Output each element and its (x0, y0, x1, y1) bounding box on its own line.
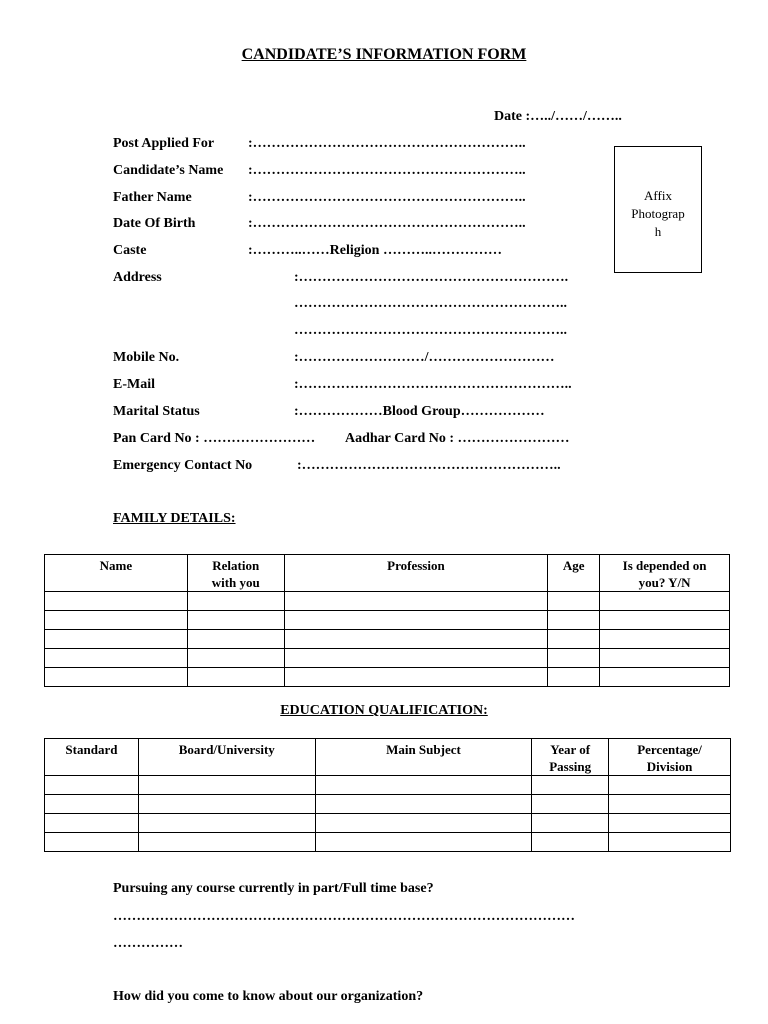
table-row (45, 611, 730, 630)
table-cell[interactable] (609, 833, 731, 852)
address-label: Address (113, 270, 162, 285)
table-cell[interactable] (45, 611, 188, 630)
table-cell[interactable] (315, 776, 532, 795)
post-field[interactable]: :………………………………………………….. (248, 136, 526, 151)
photo-box-line: h (654, 224, 662, 239)
table-cell[interactable] (532, 776, 609, 795)
table-cell[interactable] (315, 833, 532, 852)
table-row (45, 776, 731, 795)
table-cell[interactable] (600, 630, 730, 649)
post-label: Post Applied For (113, 136, 215, 151)
table-row (45, 592, 730, 611)
mobile-label: Mobile No. (113, 350, 180, 365)
education-heading: EDUCATION QUALIFICATION: (280, 703, 488, 718)
table-cell[interactable] (600, 668, 730, 687)
education-header-board: Board/University (138, 739, 315, 776)
table-cell[interactable] (187, 611, 284, 630)
table-cell[interactable] (138, 833, 315, 852)
table-row (45, 649, 730, 668)
course-answer-line2[interactable]: …………… (113, 936, 183, 951)
table-cell[interactable] (187, 630, 284, 649)
email-label: E-Mail (113, 377, 155, 392)
table-cell[interactable] (45, 592, 188, 611)
education-header-standard: Standard (45, 739, 139, 776)
education-table (44, 738, 731, 852)
address-field-line3[interactable]: ………………………………………………….. (294, 323, 567, 338)
family-header-profession: Profession (284, 555, 548, 592)
emergency-contact-field[interactable]: :……………………………………………….. (297, 458, 561, 473)
marital-status-label: Marital Status (113, 404, 200, 419)
table-cell[interactable] (315, 795, 532, 814)
table-cell[interactable] (45, 833, 139, 852)
dob-field[interactable]: :………………………………………………….. (248, 216, 526, 231)
caste-label: Caste (113, 243, 147, 258)
aadhar-card-field[interactable]: Aadhar Card No : …………………… (345, 431, 570, 446)
table-cell[interactable] (600, 649, 730, 668)
family-header-depended (600, 555, 730, 592)
table-cell[interactable] (284, 649, 548, 668)
table-cell[interactable] (548, 592, 600, 611)
table-cell[interactable] (609, 814, 731, 833)
table-cell[interactable] (138, 776, 315, 795)
table-cell[interactable] (187, 649, 284, 668)
table-cell[interactable] (532, 833, 609, 852)
table-cell[interactable] (138, 814, 315, 833)
table-row (45, 630, 730, 649)
table-row (45, 668, 730, 687)
course-answer-line1[interactable]: ……………………………………………………………………………………… (113, 909, 575, 924)
table-cell[interactable] (532, 814, 609, 833)
photo-box[interactable] (614, 146, 702, 273)
table-cell[interactable] (45, 668, 188, 687)
family-header-depended-text: Is depended on you? Y/N (622, 558, 707, 590)
address-field-line1[interactable]: :…………………………………………………. (294, 270, 569, 285)
table-cell[interactable] (548, 668, 600, 687)
family-header-relation (187, 555, 284, 592)
father-name-label: Father Name (113, 190, 192, 205)
education-header-year-text: Year of Passing (549, 742, 592, 774)
organization-question: How did you come to know about our organization? (113, 989, 424, 1004)
table-cell[interactable] (187, 668, 284, 687)
photo-box-line: Photograp (631, 206, 685, 221)
table-cell[interactable] (138, 795, 315, 814)
table-cell[interactable] (609, 795, 731, 814)
education-header-percentage (609, 739, 731, 776)
table-cell[interactable] (548, 630, 600, 649)
table-cell[interactable] (609, 776, 731, 795)
table-row (45, 814, 731, 833)
table-cell[interactable] (600, 592, 730, 611)
family-header-relation-text: Relation with you (211, 558, 260, 590)
marital-blood-field[interactable]: :………………Blood Group……………… (294, 404, 545, 419)
family-details-heading: FAMILY DETAILS: (113, 511, 236, 526)
emergency-contact-label: Emergency Contact No (113, 458, 253, 473)
education-header-subject: Main Subject (315, 739, 532, 776)
father-name-field[interactable]: :………………………………………………….. (248, 190, 526, 205)
table-cell[interactable] (284, 630, 548, 649)
form-title: CANDIDATE’S INFORMATION FORM (241, 46, 527, 63)
table-row (45, 833, 731, 852)
photo-box-line: Affix (644, 188, 672, 203)
table-cell[interactable] (45, 630, 188, 649)
family-header-age: Age (548, 555, 600, 592)
email-field[interactable]: :………………………………………………….. (294, 377, 572, 392)
family-details-table (44, 554, 730, 687)
address-field-line2[interactable]: ………………………………………………….. (294, 296, 567, 311)
table-row (45, 795, 731, 814)
table-cell[interactable] (45, 814, 139, 833)
candidate-name-label: Candidate’s Name (113, 163, 224, 178)
table-cell[interactable] (548, 611, 600, 630)
table-cell[interactable] (532, 795, 609, 814)
mobile-field[interactable]: :………………………/……………………… (294, 350, 555, 365)
dob-label: Date Of Birth (113, 216, 196, 231)
pan-card-field[interactable]: Pan Card No : …………………… (113, 431, 316, 446)
table-cell[interactable] (45, 649, 188, 668)
table-cell[interactable] (45, 795, 139, 814)
table-cell[interactable] (187, 592, 284, 611)
table-cell[interactable] (45, 776, 139, 795)
table-cell[interactable] (284, 611, 548, 630)
education-header-percentage-text: Percentage/ Division (637, 742, 702, 774)
candidate-name-field[interactable]: :………………………………………………….. (248, 163, 526, 178)
table-cell[interactable] (284, 668, 548, 687)
table-cell[interactable] (548, 649, 600, 668)
course-question: Pursuing any course currently in part/Full time base? (113, 881, 434, 896)
date-field[interactable]: Date :…../……/…….. (494, 109, 622, 124)
table-cell[interactable] (315, 814, 532, 833)
education-header-year (532, 739, 609, 776)
table-cell[interactable] (284, 592, 548, 611)
family-header-name: Name (45, 555, 188, 592)
caste-religion-field[interactable]: :………..……Religion ………..…………… (248, 243, 502, 258)
table-cell[interactable] (600, 611, 730, 630)
